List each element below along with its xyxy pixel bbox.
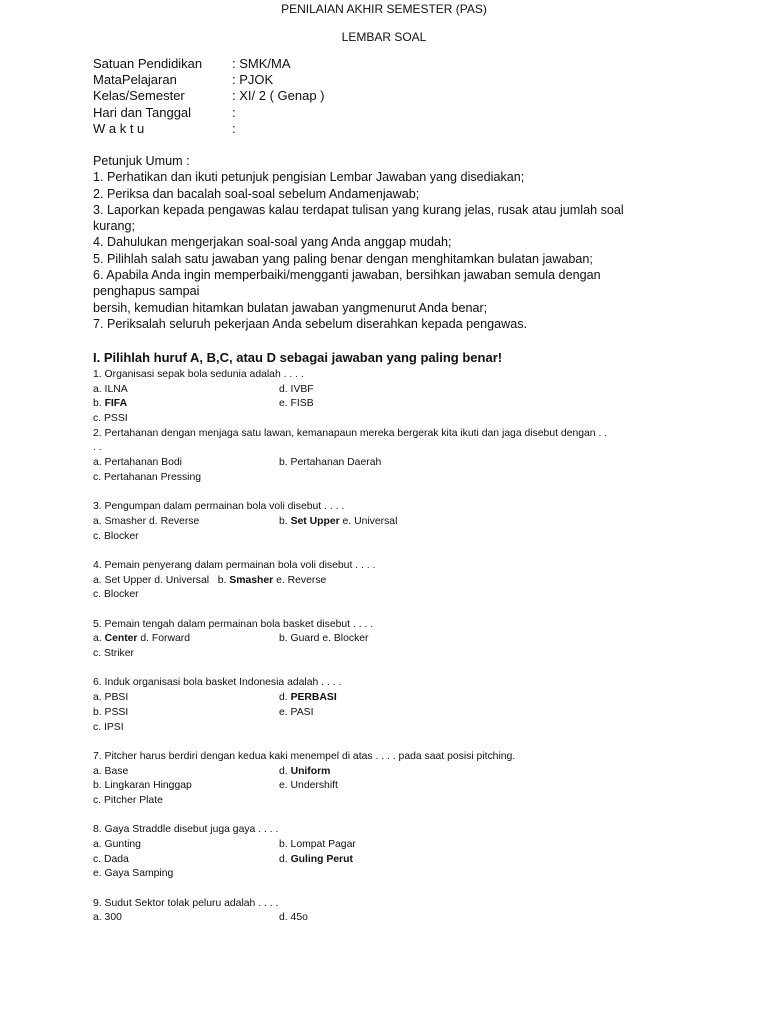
question-text: 7. Pitcher harus berdiri dengan kedua kaki menempel di atas . . . . pada saat posisi pitching.	[93, 750, 516, 762]
option-c: c. Pertahanan Pressing	[93, 471, 202, 483]
option-a: a. ILNA	[93, 383, 128, 395]
option-c: c. Blocker	[93, 589, 139, 601]
option-row	[93, 779, 693, 794]
info-label: MataPelajaran	[93, 72, 177, 88]
option-row	[93, 515, 693, 530]
option-b: b. Pertahanan Daerah	[279, 457, 382, 469]
option-row	[93, 632, 693, 647]
answer-key: FIFA	[104, 398, 128, 410]
question-text: 1. Organisasi sepak bola sedunia adalah . . . .	[93, 369, 304, 380]
option-a: a. Center d. Forward	[93, 633, 191, 645]
option-b: b. Lompat Pagar	[279, 839, 356, 850]
question-text: 2. Pertahanan dengan menjaga satu lawan, kemanapaun mereka bergerak kita ikuti dan jaga disebut dengan . .	[93, 427, 608, 439]
info-value: : XI/ 2 ( Genap )	[232, 88, 325, 104]
instruction-line: penghapus sampai	[93, 284, 200, 299]
info-value: :	[232, 120, 236, 136]
info-row	[93, 88, 325, 104]
answer-key: PERBASI	[290, 692, 337, 704]
question-text: 4. Pemain penyerang dalam permainan bola voli disebut . . . .	[93, 559, 376, 571]
info-value: :	[232, 104, 236, 120]
option-d: d. 45o	[279, 912, 308, 924]
instruction-line: bersih, kemudian hitamkan bulatan jawaban yangmenurut Anda benar;	[93, 300, 488, 315]
option-row	[93, 853, 693, 868]
instruction-line: 4. Dahulukan mengerjakan soal-soal yang Anda anggap mudah;	[93, 235, 452, 250]
option-a: a. Base	[93, 765, 129, 777]
answer-key: Uniform	[290, 765, 331, 777]
instruction-line: 5. Pilihlah salah satu jawaban yang paling benar dengan menghitamkan bulatan jawaban;	[93, 251, 593, 266]
option-b: b. Lingkaran Hinggap	[93, 780, 192, 792]
option-c: c. PSSI	[93, 413, 128, 425]
option-row	[93, 691, 693, 706]
option-row	[93, 765, 693, 780]
option-c: c. Striker	[93, 648, 134, 660]
option-c: c. IPSI	[93, 721, 124, 733]
question-text: 3. Pengumpan dalam permainan bola voli disebut . . . .	[93, 501, 345, 513]
option-b: b. PSSI	[93, 706, 129, 718]
instruction-line: 2. Periksa dan bacalah soal-soal sebelum Andamenjawab;	[93, 186, 420, 201]
option-row: a. Set Upper d. Universal b. Smasher e. Reverse	[93, 574, 327, 586]
instruction-line: kurang;	[93, 219, 136, 234]
doc-subtitle: LEMBAR SOAL	[341, 30, 427, 44]
question-text: 6. Induk organisasi bola basket Indonesia adalah . . . .	[93, 677, 342, 689]
info-value: : PJOK	[232, 72, 274, 88]
instruction-line: 7. Periksalah seluruh pekerjaan Anda sebelum diserahkan kepada pengawas.	[93, 316, 528, 331]
instruction-line: 3. Laporkan kepada pengawas kalau terdapat tulisan yang kurang jelas, rusak atau jumlah soal	[93, 202, 624, 217]
option-row	[93, 397, 693, 412]
question-text: 8. Gaya Straddle disebut juga gaya . . . .	[93, 824, 279, 836]
option-row	[93, 383, 693, 398]
info-row	[93, 56, 325, 72]
info-row	[93, 121, 325, 137]
instruction-line: 6. Apabila Anda ingin memperbaiki/mengganti jawaban, bersihkan jawaban semula dengan	[93, 268, 601, 283]
option-d: d. IVBF	[279, 383, 314, 395]
option-a: a. Smasher d. Reverse	[93, 515, 200, 527]
option-a: a. Pertahanan Bodi	[93, 457, 182, 469]
question-text-cont: . .	[93, 442, 102, 454]
info-label: Kelas/Semester	[93, 88, 185, 104]
option-row	[93, 706, 693, 721]
option-row	[93, 838, 693, 853]
answer-key: Guling Perut	[290, 853, 353, 865]
option-e: e. PASI	[279, 706, 314, 718]
info-label: W a k t u	[93, 120, 145, 136]
option-a: a. PBSI	[93, 692, 129, 704]
instructions-heading: Petunjuk Umum :	[93, 154, 190, 168]
option-c: c. Dada	[93, 853, 129, 865]
option-a: a. Gunting	[93, 839, 141, 850]
info-value: : SMK/MA	[232, 56, 291, 71]
info-label: Satuan Pendidikan	[93, 56, 203, 71]
option-b: b. FIFA	[93, 398, 128, 410]
answer-key: Smasher	[229, 574, 274, 586]
doc-title: PENILAIAN AKHIR SEMESTER (PAS)	[281, 2, 487, 16]
instruction-line: 1. Perhatikan dan ikuti petunjuk pengisian Lembar Jawaban yang disediakan;	[93, 170, 525, 185]
answer-key: Set Upper	[290, 515, 340, 527]
option-a: a. 300	[93, 912, 122, 924]
option-e: e. Gaya Samping	[93, 868, 174, 880]
option-e: e. Undershift	[279, 780, 338, 792]
question-text: 9. Sudut Sektor tolak peluru adalah . . . .	[93, 897, 279, 909]
option-b: b. Set Upper e. Universal	[279, 515, 398, 527]
general-instructions	[93, 153, 653, 332]
option-row	[93, 911, 693, 926]
option-d: d. Uniform	[279, 765, 331, 777]
option-c: c. Blocker	[93, 530, 139, 542]
option-d: d. Guling Perut	[279, 853, 353, 865]
question-list	[93, 368, 693, 926]
option-d: d. PERBASI	[279, 692, 337, 704]
option-row	[93, 456, 693, 471]
info-label: Hari dan Tanggal	[93, 104, 192, 120]
info-row	[93, 72, 325, 88]
question-text: 5. Pemain tengah dalam permainan bola basket disebut . . . .	[93, 618, 374, 630]
section-title: I. Pilihlah huruf A, B,C, atau D sebagai jawaban yang paling benar!	[93, 350, 503, 365]
info-block	[93, 56, 325, 137]
option-b: b. Guard e. Blocker	[279, 633, 369, 645]
option-e: e. FISB	[279, 398, 314, 410]
info-row	[93, 105, 325, 121]
option-c: c. Pitcher Plate	[93, 794, 163, 806]
answer-key: Center	[104, 633, 138, 645]
